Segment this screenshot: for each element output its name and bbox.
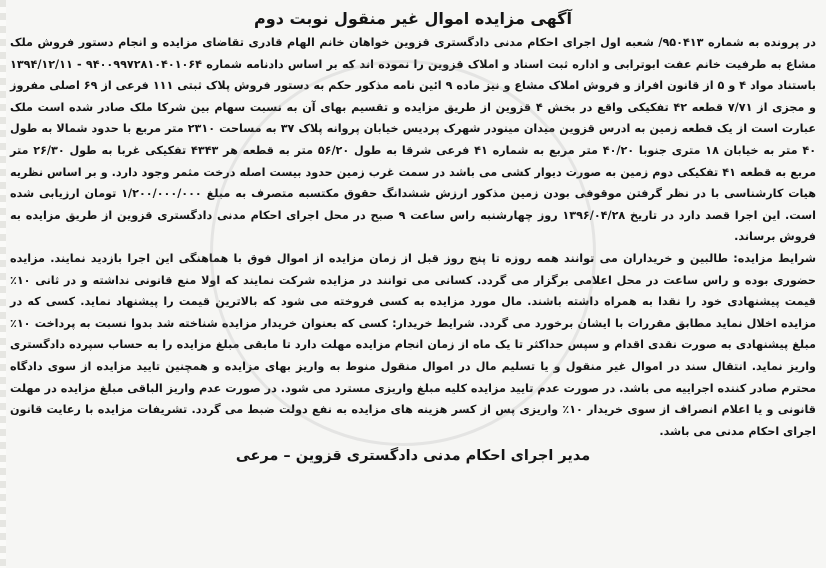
notice-title: آگهی مزایده اموال غیر منقول نوبت دوم xyxy=(254,9,572,28)
notice-signature: مدیر اجرای احکام مدنی دادگستری قزوین – مرعی xyxy=(235,448,591,465)
notice-main-paragraph: در پرونده به شماره ۹۵۰۴۱۳/ شعبه اول اجرای احکام مدنی دادگستری قزوین خواهان خانم الهام قادری تقاضای مزایده و انجام دستور فروش ملک مشاع به طرفیت خانم عفت ابوترابی و اداره ثبت اسناد و املاک قزوین را نموده اند که بر اساس دادنامه شماره ۹۴۰۰۹۹۷۲۸۱۰۴۰۱۰۶۴ - ۱۳۹۴/۱۲/۱۱ باستناد مواد ۴ و ۵ از قانون افراز و فروش املاک مشاع و نیز ماده ۹ ائین نامه مذکور حکم به دستور فروش پلاک ثبتی ۱۱۱ فرعی از ۶۹ اصلی مفروز و مجزی از ۷/۷۱ قطعه ۴۲ تفکیکی واقع در بخش ۴ قزوین از طریق مزایده و تقسیم بهای آن به نسبت سهام بین شرکا ملک صادر شده است ملک عبارت است از یک قطعه زمین به ادرس قزوین میدان مینودر شهرک پردیس خیابان پروانه پلاک ۳۷ به مساحت ۲۳۱۰ متر مربع با حدود شمالا به طول ۴۰ متر به خیابان ۱۸ متری جنوبا ۴۰/۲۰ متر مربع به شماره ۴۱ فرعی شرقا به طول ۵۶/۲۰ متر به قطعه هر ۴۳۴۳ تفکیکی غربا به طول ۲۶/۳۰ متر مربع به قطعه ۴۱ تفکیکی دوم زمین به صورت دیوار کشی می باشد در سمت غرب زمین حدود بیست اصله درخت مثمر وجود دارد. و بر اساس نظریه هیات کارشناسی با در نظر گرفتن موقوفی بودن زمین مذکور ارزش ششدانگ حقوق مکتسبه متصرف به مبلغ ۱/۲۰۰/۰۰۰/۰۰۰ تومان ارزیابی شده است. این اجرا قصد دارد در تاریخ ۱۳۹۶/۰۴/۲۸ روز چهارشنبه راس ساعت ۹ صبح در محل اجرای احکام مدنی دادگستری قزوین از طریق مزایده به فروش برساند. xyxy=(10,36,817,244)
torn-paper-edge xyxy=(0,0,6,568)
notice-terms-paragraph: شرایط مزایده: طالبین و خریداران می توانند همه روزه تا پنج روز قبل از زمان مزایده از اموال فوق با هماهنگی این اجرا بازدید نمایند. مزایده حضوری بوده و راس ساعت در محل اعلامی برگزار می گردد. کسانی می توانند در مزایده شرکت نمایند که اولا منع قانونی نداشته و در ثانی ۱۰٪ قیمت پیشنهادی خود را نقدا به همراه داشته باشند. مال مورد مزایده به کسی فروخته می شود که بالاترین قیمت را پیشنهاد نماید. کسی که در مزایده اخلال نماید مطابق مقررات با ایشان برخورد می گردد. شرایط خریدار: کسی که بعنوان خریدار مزایده شناخته شد بدوا نسبت به پرداخت ۱۰٪ مبلغ پیشنهادی به صورت نقدی اقدام و سپس حداکثر تا یک ماه از زمان انجام مزایده مهلت دارد تا مابقی مبلغ مزایده را به حساب سپرده دادگستری واریز نماید. انتقال سند در اموال غیر منقول و یا تسلیم مال در اموال منقول منوط به واریز بهای مزایده و همچنین تایید مزایده از سوی دادگاه محترم صادر کننده اجراییه می باشد. در صورت عدم تایید مزایده کلیه مبلغ واریزی مسترد می شود. در صورت عدم واریز الباقی مبلغ مزایده در مهلت قانونی و یا اعلام انصراف از سوی خریدار ۱۰٪ واریزی پس از کسر هزینه های مزایده به نفع دولت ضبط می گردد. تشریفات مزایده با رعایت قانون اجرای احکام مدنی می باشد. xyxy=(10,251,816,438)
